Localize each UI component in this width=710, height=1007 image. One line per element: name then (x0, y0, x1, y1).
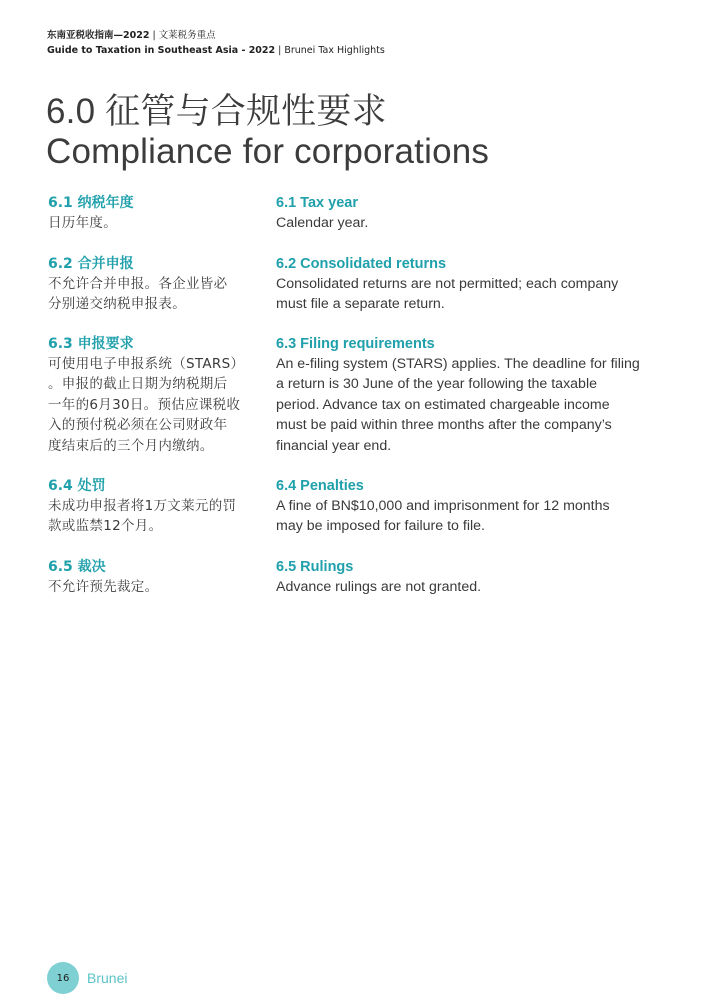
section-heading: 6.3 申报要求 (48, 336, 134, 352)
header-zh-sub: 文莱税务重点 (158, 30, 216, 41)
body-line: period. Advance tax on estimated chargeable income (276, 396, 610, 413)
body-line: must be paid within three months after the company’s (276, 417, 612, 434)
footer-country-label: Brunei (87, 970, 128, 986)
body-line: A fine of BN$10,000 and imprisonment for 12 months (276, 498, 610, 514)
body-line: a return is 30 June of the year following the taxable (276, 376, 597, 393)
section-zh-tax-year (48, 193, 260, 233)
header-zh-main: 东南亚税收指南—2022 (47, 30, 150, 41)
page-footer (47, 962, 127, 994)
header-en-main: Guide to Taxation in Southeast Asia - 2022 (47, 45, 276, 56)
section-body (276, 213, 666, 233)
header-en-separator: | (278, 45, 282, 56)
body-line: 日历年度。 (48, 215, 117, 231)
page-title (46, 92, 489, 172)
section-heading: 6.5 Rulings (276, 559, 354, 575)
body-line: 。申报的截止日期为纳税期后 (48, 376, 228, 393)
section-heading: 6.4 处罚 (48, 478, 106, 494)
body-line: 入的预付税必须在公司财政年 (48, 417, 228, 434)
section-body (48, 577, 260, 597)
header-zh-separator: | (152, 30, 156, 41)
section-heading: 6.1 纳税年度 (48, 195, 134, 211)
section-zh-filing-requirements (48, 334, 260, 456)
body-line: must file a separate return. (276, 296, 445, 313)
section-body (276, 274, 666, 315)
header-line-chinese (47, 28, 385, 43)
body-line: 未成功申报者将1万文莱元的罚 (48, 498, 237, 514)
section-en-penalties (276, 476, 666, 537)
body-line: 度结束后的三个月内缴纳。 (48, 437, 214, 454)
section-zh-penalties (48, 476, 260, 537)
body-line: 可使用电子申报系统（STARS） (48, 356, 245, 372)
section-en-consolidated-returns (276, 254, 666, 315)
section-heading: 6.1 Tax year (276, 195, 358, 211)
section-body (276, 354, 666, 456)
section-heading: 6.2 合并申报 (48, 256, 134, 272)
body-line: may be imposed for failure to file. (276, 518, 485, 535)
body-line: financial year end. (276, 437, 392, 454)
page-number-badge: 16 (47, 962, 79, 994)
section-body (48, 274, 260, 315)
section-en-tax-year (276, 193, 666, 233)
body-line: Consolidated returns are not permitted; each company (276, 276, 619, 292)
section-heading: 6.2 Consolidated returns (276, 256, 447, 272)
section-heading: 6.3 Filing requirements (276, 336, 435, 352)
section-zh-consolidated-returns (48, 254, 260, 315)
section-heading: 6.5 裁决 (48, 559, 106, 575)
section-body (48, 354, 260, 456)
section-en-rulings (276, 557, 666, 597)
body-line: Calendar year. (276, 215, 369, 231)
section-body (276, 496, 666, 537)
section-heading: 6.4 Penalties (276, 478, 364, 494)
section-en-filing-requirements (276, 334, 666, 456)
body-line: Advance rulings are not granted. (276, 579, 482, 595)
body-line: 款或监禁12个月。 (48, 518, 163, 535)
section-body (48, 213, 260, 233)
section-body (48, 496, 260, 537)
section-zh-rulings (48, 557, 260, 597)
body-line: 不允许预先裁定。 (48, 579, 159, 595)
header-line-english (47, 43, 385, 58)
running-header (47, 28, 385, 58)
body-line: An e-filing system (STARS) applies. The deadline for filing (276, 356, 640, 372)
body-line: 分别递交纳税申报表。 (48, 296, 186, 313)
header-en-sub: Brunei Tax Highlights (284, 45, 385, 56)
body-line: 一年的6月30日。预估应课税收 (48, 396, 241, 413)
body-line: 不允许合并申报。各企业皆必 (48, 276, 228, 292)
page-title-english: Compliance for corporations (46, 132, 490, 171)
section-body (276, 577, 666, 597)
page-title-chinese: 6.0 征管与合规性要求 (46, 92, 387, 131)
